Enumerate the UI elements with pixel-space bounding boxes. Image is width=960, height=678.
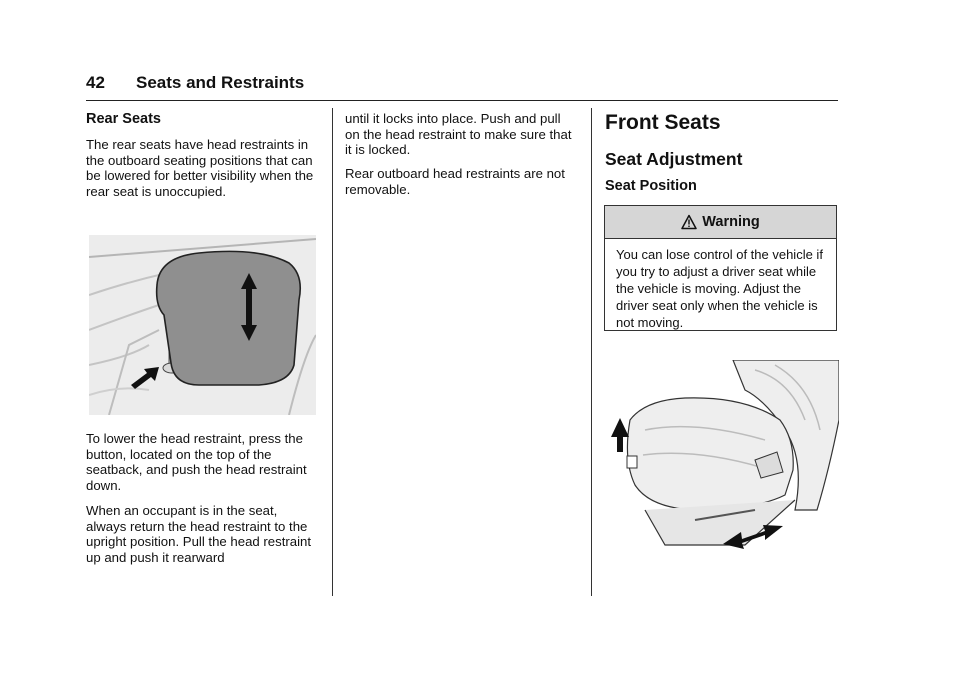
occupant-paragraph: When an occupant is in the seat, always return the head restraint to the upright position. Pull the head restraint up and push it rearward xyxy=(86,503,312,565)
lock-check-paragraph: until it locks into place. Push and pull on the head restraint to make sure that it is locked. xyxy=(345,111,572,158)
rear-seats-intro-paragraph: The rear seats have head restraints in the outboard seating positions that can be lowered for better visibility when the rear seat is unoccupied. xyxy=(86,137,314,199)
warning-box xyxy=(604,205,837,331)
warning-body: You can lose control of the vehicle if you try to adjust a driver seat while the vehicle is moving. Adjust the driver seat only when the vehicle is not moving. xyxy=(616,247,823,330)
height-lever xyxy=(627,456,637,468)
warning-title: Warning xyxy=(702,214,760,230)
not-removable-paragraph: Rear outboard head restraints are not removable. xyxy=(345,166,565,197)
head-restraint-illustration xyxy=(89,235,316,415)
seat-frame xyxy=(645,500,795,545)
seat-position-heading: Seat Position xyxy=(605,178,697,194)
height-up-arrow-icon xyxy=(611,418,629,452)
front-seats-title: Front Seats xyxy=(605,111,721,134)
warning-triangle-icon xyxy=(681,214,697,230)
rear-seats-heading: Rear Seats xyxy=(86,111,161,127)
front-seat-illustration xyxy=(605,360,839,555)
section-title: Seats and Restraints xyxy=(136,73,305,92)
column-divider-right xyxy=(591,108,592,596)
page-number: 42 xyxy=(86,73,105,92)
page-header xyxy=(86,70,838,101)
seat-adjustment-subtitle: Seat Adjustment xyxy=(605,149,743,169)
lower-restraint-paragraph: To lower the head restraint, press the button, located on the top of the seatback, and push the head restraint down. xyxy=(86,431,307,493)
warning-header xyxy=(605,206,836,239)
headrest-cushion xyxy=(157,251,301,385)
column-divider-left xyxy=(332,108,333,596)
